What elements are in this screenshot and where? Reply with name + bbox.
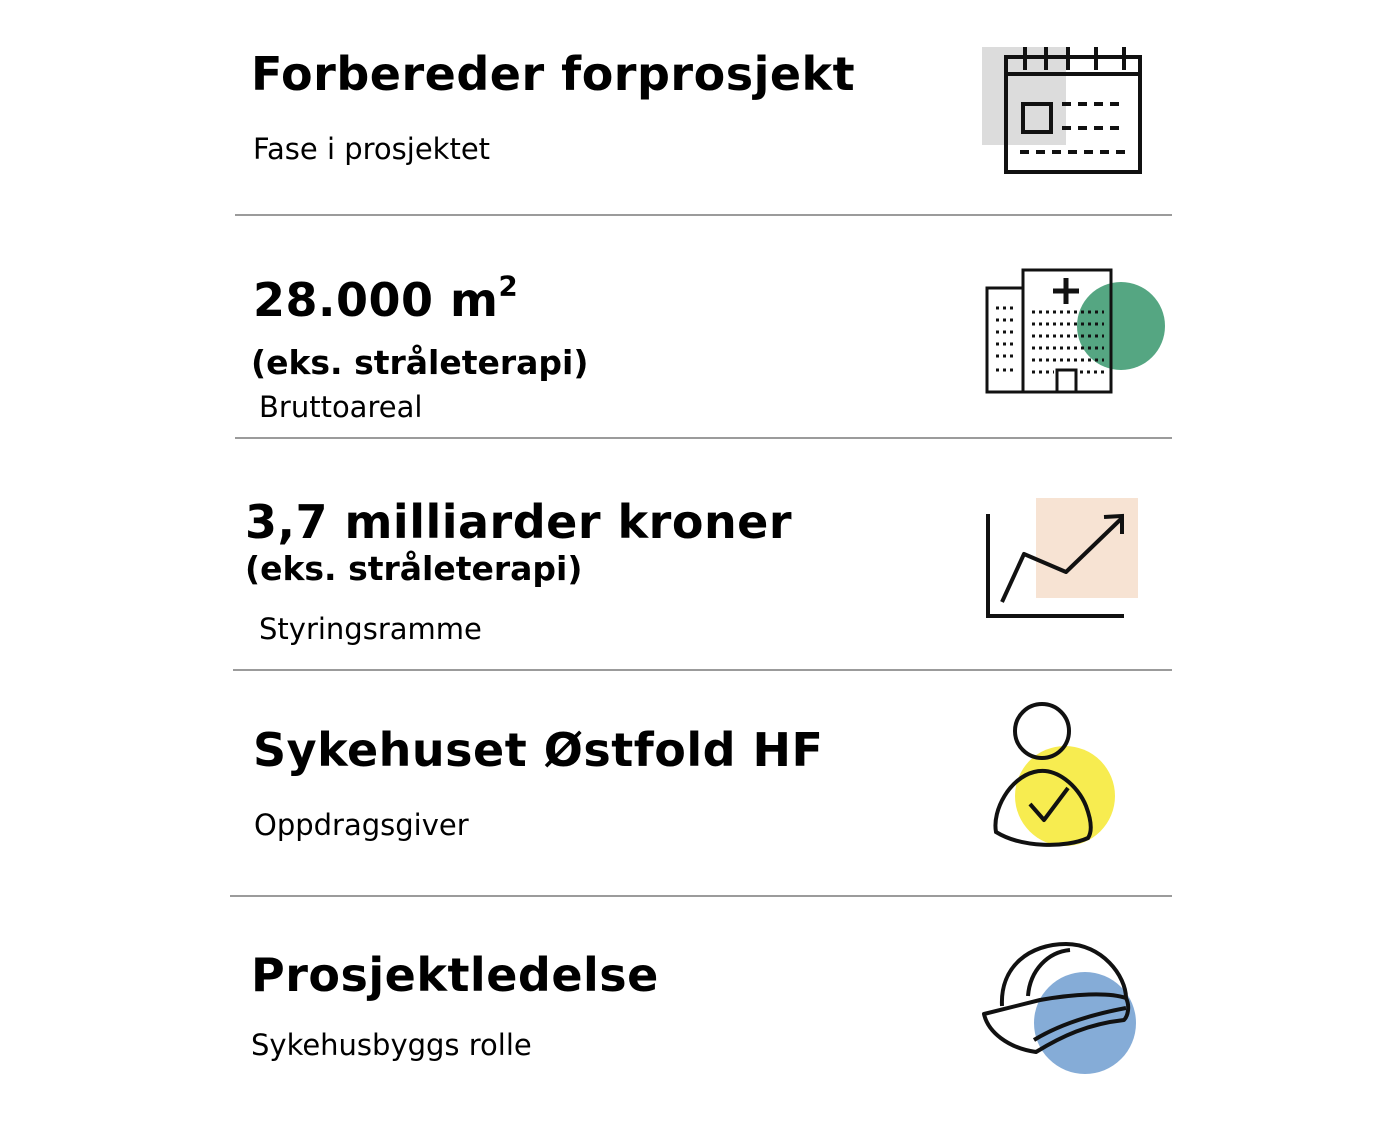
divider (230, 895, 1172, 897)
area-subtitle: Bruttoareal (259, 390, 423, 424)
person-check-icon (982, 700, 1122, 855)
calendar-icon (978, 42, 1148, 182)
budget-subtitle: Styringsramme (259, 612, 482, 646)
phase-title: Forbereder forprosjekt (251, 47, 856, 101)
area-title (253, 269, 519, 327)
budget-note: (eks. stråleterapi) (245, 549, 583, 588)
budget-title: 3,7 milliarder kroner (245, 495, 793, 549)
divider (235, 214, 1172, 216)
client-subtitle: Oppdragsgiver (254, 808, 469, 842)
hospital-building-icon (982, 266, 1172, 396)
divider (233, 669, 1172, 671)
area-unit-exponent: 2 (498, 269, 519, 303)
rising-chart-icon (982, 492, 1152, 627)
area-value: 28.000 m (253, 273, 499, 327)
divider (235, 437, 1172, 439)
hard-hat-icon (978, 936, 1148, 1081)
role-subtitle: Sykehusbyggs rolle (251, 1028, 532, 1062)
area-note: (eks. stråleterapi) (251, 343, 589, 382)
role-title: Prosjektledelse (251, 948, 659, 1002)
phase-subtitle: Fase i prosjektet (253, 132, 491, 166)
client-title: Sykehuset Østfold HF (253, 723, 824, 777)
